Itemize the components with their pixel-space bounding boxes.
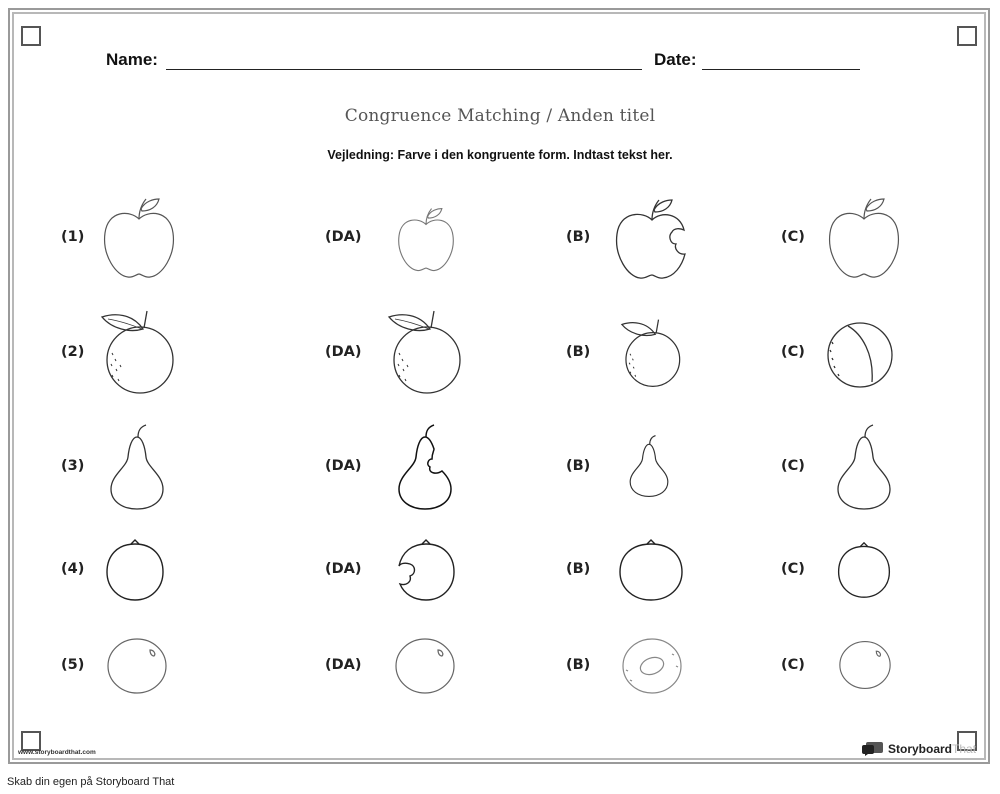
row-1-option-da: (DA) bbox=[325, 229, 362, 245]
row-2-option-b-small-orange bbox=[620, 318, 684, 388]
row-5-option-da-grape bbox=[394, 636, 456, 696]
website-watermark: www.storyboardthat.com bbox=[18, 749, 96, 756]
row-5-reference-grape bbox=[106, 636, 168, 696]
name-label: Name: bbox=[106, 50, 158, 69]
row-2-option-c-cut-orange bbox=[826, 320, 894, 390]
row-1-option-c: (C) bbox=[781, 229, 805, 245]
row-5-option-b-sliced-grape bbox=[620, 636, 684, 696]
row-1-reference-apple bbox=[102, 197, 176, 279]
row-2-option-da-orange bbox=[387, 309, 465, 395]
speech-bubble-icon bbox=[862, 742, 884, 756]
brand-light: That bbox=[952, 742, 977, 756]
storyboardthat-logo bbox=[862, 741, 976, 757]
row-4-option-b-tangerine bbox=[618, 538, 684, 602]
row-3-reference-pear bbox=[108, 423, 166, 511]
row-4-number: (4) bbox=[61, 561, 85, 577]
row-2-number: (2) bbox=[61, 344, 85, 360]
footer-link[interactable]: Skab din egen på Storyboard That bbox=[7, 776, 175, 788]
worksheet-title: Congruence Matching / Anden titel bbox=[344, 106, 656, 126]
row-3-option-da-bitten-pear bbox=[396, 423, 454, 511]
row-2-option-b: (B) bbox=[566, 344, 591, 360]
row-4-option-b: (B) bbox=[566, 561, 591, 577]
row-1-option-c-apple bbox=[827, 197, 901, 279]
date-label: Date: bbox=[654, 50, 697, 69]
corner-mark-top-right bbox=[957, 26, 977, 46]
row-2-reference-orange bbox=[100, 309, 178, 395]
corner-mark-top-left bbox=[21, 26, 41, 46]
name-field[interactable] bbox=[166, 69, 642, 70]
row-3-option-b: (B) bbox=[566, 458, 591, 474]
corner-mark-bottom-left bbox=[21, 731, 41, 751]
row-3-option-c-pear bbox=[835, 423, 893, 511]
row-5-option-b: (B) bbox=[566, 657, 591, 673]
row-5-option-c: (C) bbox=[781, 657, 805, 673]
row-4-reference-tangerine bbox=[105, 538, 165, 602]
row-1-option-b-bitten-apple bbox=[614, 198, 692, 280]
row-2-option-c: (C) bbox=[781, 344, 805, 360]
row-1-number: (1) bbox=[61, 229, 85, 245]
row-3-number: (3) bbox=[61, 458, 85, 474]
row-3-option-b-small-pear bbox=[628, 433, 670, 499]
row-3-option-da: (DA) bbox=[325, 458, 362, 474]
row-2-option-da: (DA) bbox=[325, 344, 362, 360]
row-5-number: (5) bbox=[61, 657, 85, 673]
row-5-option-da: (DA) bbox=[325, 657, 362, 673]
row-4-option-da: (DA) bbox=[325, 561, 362, 577]
row-4-option-c: (C) bbox=[781, 561, 805, 577]
date-field[interactable] bbox=[702, 69, 860, 70]
brand-main: Storyboard bbox=[888, 742, 953, 756]
row-3-option-c: (C) bbox=[781, 458, 805, 474]
row-1-option-b: (B) bbox=[566, 229, 591, 245]
row-4-option-c-small-tangerine bbox=[835, 541, 893, 599]
instructions: Vejledning: Farve i den kongruente form. Indtast tekst her. bbox=[327, 148, 673, 162]
row-1-option-da-apple bbox=[396, 207, 456, 272]
row-4-option-da-bitten-tangerine bbox=[394, 538, 456, 602]
row-5-option-c-small-grape bbox=[838, 639, 892, 691]
